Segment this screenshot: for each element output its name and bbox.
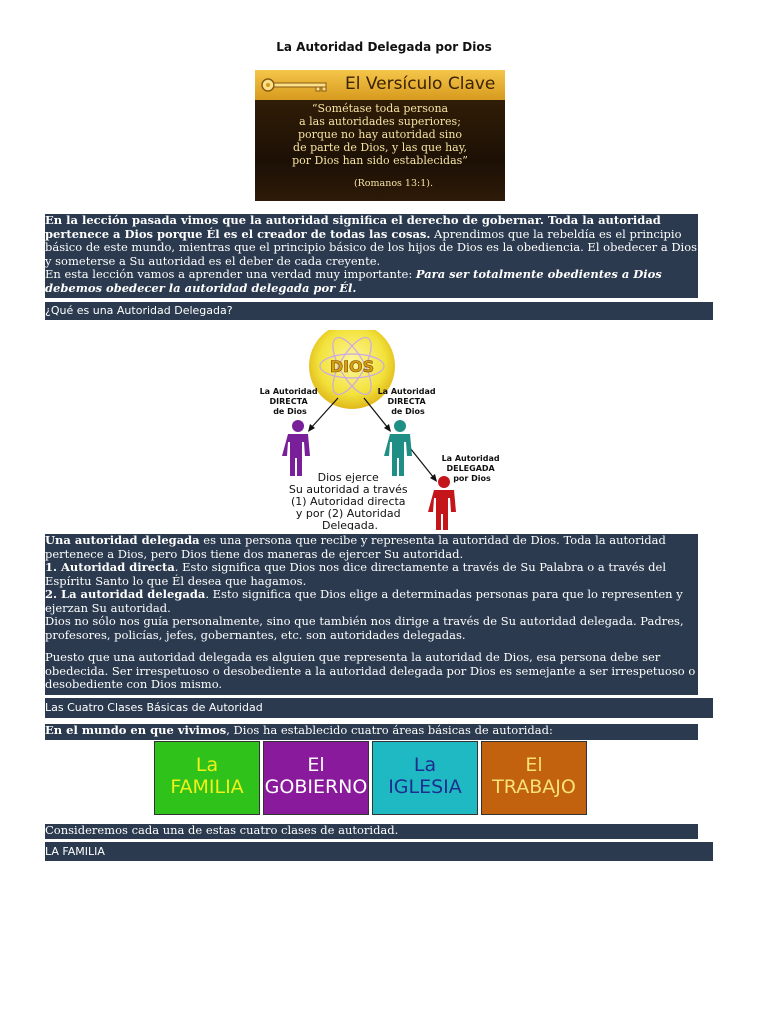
left-label: La Autoridad DIRECTA de Dios [259,387,318,416]
verse-line: porque no hay autoridad sino [297,128,463,141]
tile-trabajo: El TRABAJO [481,741,587,815]
verse-header-bar [255,70,505,100]
arrow-left [311,398,338,428]
paragraph: Dios no sólo nos guía personalmente, sino que también nos dirige a través de Su autoridad delegada. Padres, profesores, policías, jefes, gobernantes, etc. son autoridades delegadas. [45,614,684,642]
verse-quote [255,102,505,167]
verse-line: a las autoridades superiores; [299,115,461,128]
four-areas-intro: En el mundo en que vivimos, Dios ha establecido cuatro áreas básicas de autoridad: [45,724,698,740]
key-verse-image [255,70,505,201]
delegated-label: La Autoridad DELEGADA por Dios [441,454,500,483]
verse-line: “Sométase toda persona [311,102,449,115]
diagram-caption: Dios ejerce Su autoridad a través (1) Autoridad directa y por (2) Autoridad Delegada. [288,471,408,530]
tile-familia: La FAMILIA [154,741,260,815]
section-heading: LA FAMILIA [45,842,713,861]
page-title: La Autoridad Delegada por Dios [276,40,492,54]
authority-diagram [256,330,512,530]
verse-line: por Dios han sido establecidas” [292,154,468,167]
god-label: DIOS [329,357,375,376]
paragraph: 1. Autoridad directa. Esto significa que Dios nos dice directamente a través de Su Palabra o a través del Espíritu Santo lo que Él desea que hagamos. [45,560,667,588]
intro-emphasis: Para ser totalmente obedientes a Dios debemos obedecer la autoridad delegada por Él. [45,267,662,295]
right-label: La Autoridad DIRECTA de Dios [377,387,436,416]
red-person-icon [428,476,456,530]
consider-text: Consideremos cada una de estas cuatro clases de autoridad. [45,824,698,839]
paragraph: Una autoridad delegada es una persona que recibe y representa la autoridad de Dios. Toda la autoridad pertenece a Dios, pero Dios tiene dos maneras de ejercer Su autoridad. [45,533,666,561]
section-heading: Las Cuatro Clases Básicas de Autoridad [45,698,713,718]
tile-gobierno: El GOBIERNO [263,741,369,815]
tile-iglesia: La IGLESIA [372,741,478,815]
verse-header-text: El Versículo Clave [345,74,496,94]
paragraph: Puesto que una autoridad delegada es alguien que representa la autoridad de Dios, esa persona debe ser obedecida. Ser irrespetuoso o desobediente a la autoridad delegada por Dios es semejante a ser irrespetuoso o desobediente con Dios mismo. [45,650,696,691]
arrow-delegated [410,448,434,478]
key-icon [261,78,331,92]
verse-reference: (Romanos 13:1). [353,178,433,189]
god-sun-icon [309,330,395,409]
intro-bold: En la lección pasada vimos que la autoridad significa el derecho de gobernar. Toda la autoridad pertenece a Dios porque Él es el creador de todas las cosas. [45,213,661,241]
intro-paragraph [45,214,698,298]
purple-person-icon [282,420,310,476]
paragraph: 2. La autoridad delegada. Esto significa que Dios elige a determinadas personas para que lo representen y ejerzan Su autoridad. [45,587,683,615]
delegated-authority-text [45,534,698,695]
section-heading: ¿Qué es una Autoridad Delegada? [45,302,713,320]
arrow-right [364,398,388,428]
intro-text-2: En esta lección vamos a aprender una verdad muy importante: [45,267,416,281]
intro-text: Aprendimos que la rebeldía es el principio básico de este mundo, mientras que el principio básico de los hijos de Dios es la obediencia. El obedecer a Dios y someterse a Su autoridad es el deber de cada creyente. [45,226,698,268]
verse-line: de parte de Dios, y las que hay, [293,141,467,154]
